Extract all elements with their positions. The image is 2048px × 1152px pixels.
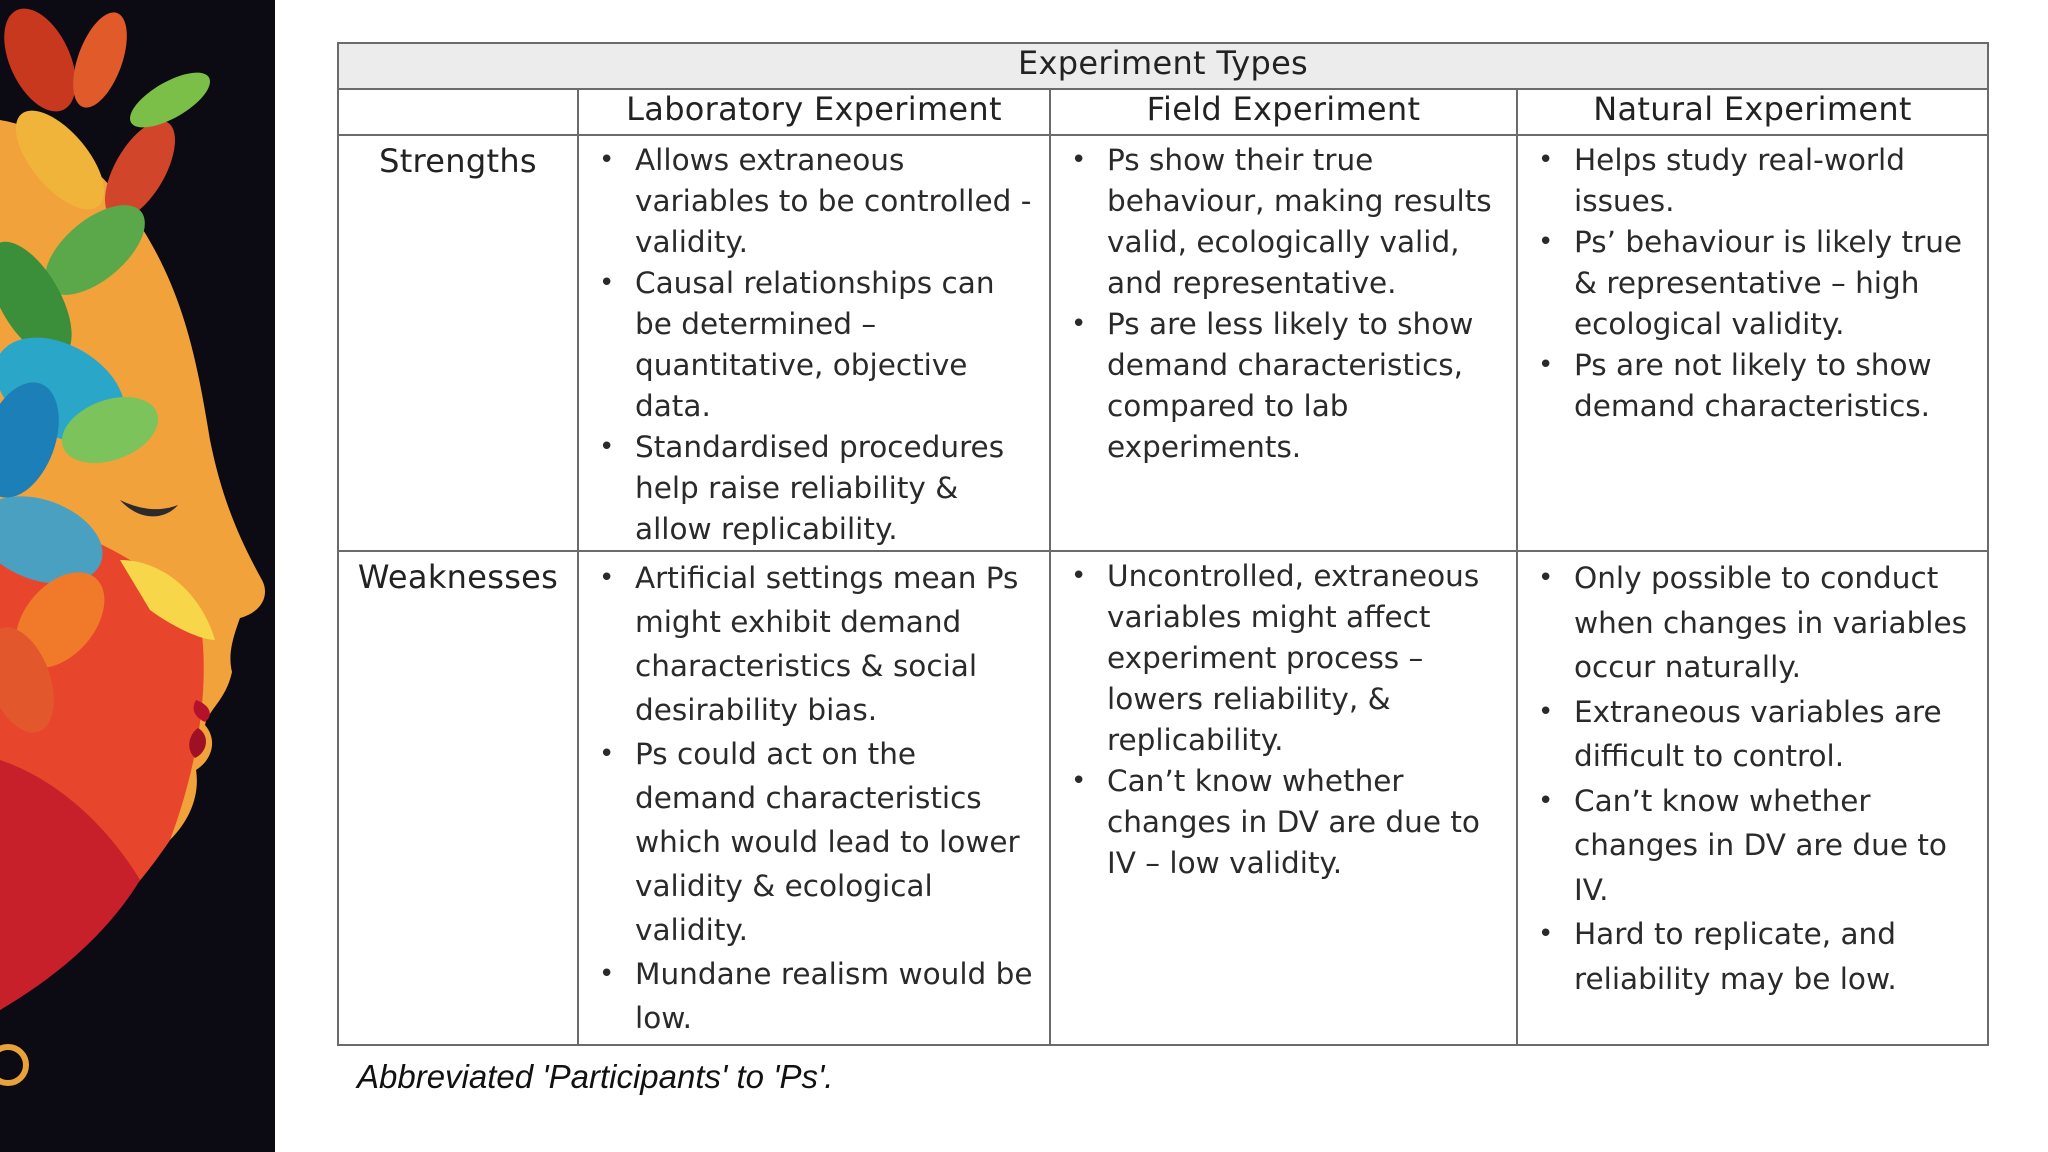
list-item: • Only possible to conduct when changes in variables occur naturally.	[1518, 556, 1977, 690]
bullet-icon: •	[599, 432, 615, 462]
bullet-icon: •	[599, 959, 615, 989]
bullet-icon: •	[1071, 766, 1087, 796]
bullet-icon: •	[1538, 145, 1554, 175]
cell-lab-weaknesses	[578, 551, 1050, 1045]
list-item: • Hard to replicate, and reliability may be low.	[1518, 912, 1977, 1001]
list-item: • Ps are not likely to show demand characteristics.	[1518, 345, 1977, 427]
list-item: • Ps are less likely to show demand characteristics, compared to lab experiments.	[1051, 304, 1506, 468]
bullet-icon: •	[599, 145, 615, 175]
footnote: Abbreviated 'Participants' to 'Ps'.	[357, 1058, 834, 1095]
list-item: • Standardised procedures help raise reliability & allow replicability.	[579, 427, 1039, 550]
row-label-strengths: Strengths	[338, 135, 578, 551]
bullet-icon: •	[599, 563, 615, 593]
experiment-types-table	[337, 42, 1989, 1046]
row-label-weaknesses: Weaknesses	[338, 551, 578, 1045]
bullet-icon: •	[1538, 696, 1554, 727]
bullet-icon: •	[1071, 561, 1087, 591]
bullet-icon: •	[1538, 919, 1554, 949]
list-item: • Artificial settings mean Ps might exhibit demand characteristics & social desirability bias.	[579, 556, 1039, 732]
list-item: • Ps show their true behaviour, making results valid, ecologically valid, and representative.	[1051, 140, 1506, 304]
list-item: • Ps could act on the demand characteristics which would lead to lower validity & ecological validity.	[579, 732, 1039, 952]
column-header-laboratory: Laboratory Experiment	[578, 89, 1050, 135]
bullet-icon: •	[1071, 145, 1087, 175]
cell-field-weaknesses	[1050, 551, 1517, 1045]
cell-field-strengths	[1050, 135, 1517, 551]
table-title: Experiment Types	[338, 43, 1988, 89]
list-item: • Uncontrolled, extraneous variables might affect experiment process – lowers reliability, & replicability.	[1051, 556, 1506, 761]
bullet-icon: •	[1071, 309, 1087, 339]
list-item: • Helps study real-world issues.	[1518, 140, 1977, 222]
column-header-field: Field Experiment	[1050, 89, 1517, 135]
column-header-natural: Natural Experiment	[1517, 89, 1988, 135]
cell-natural-weaknesses	[1517, 551, 1988, 1045]
list-item: • Extraneous variables are difficult to control.	[1518, 690, 1977, 779]
cell-natural-strengths	[1517, 135, 1988, 551]
bullet-icon: •	[1538, 227, 1554, 257]
corner-cell	[338, 89, 578, 135]
list-item: • Can’t know whether changes in DV are due to IV – low validity.	[1051, 761, 1506, 884]
list-item: • Causal relationships can be determined – quantitative, objective data.	[579, 263, 1039, 427]
bullet-icon: •	[1538, 563, 1554, 593]
list-item: • Allows extraneous variables to be controlled - validity.	[579, 140, 1039, 263]
cell-lab-strengths	[578, 135, 1050, 551]
list-item: • Can’t know whether changes in DV are due to IV.	[1518, 779, 1977, 913]
bullet-icon: •	[599, 739, 615, 769]
list-item: • Mundane realism would be low.	[579, 952, 1039, 1040]
bullet-icon: •	[1538, 350, 1554, 380]
decorative-face-artwork	[0, 0, 275, 1152]
bullet-icon: •	[1538, 785, 1554, 816]
table-row-weaknesses	[338, 551, 1988, 1045]
experiment-types-table-container	[337, 42, 1987, 1046]
list-item: • Ps’ behaviour is likely true & representative – high ecological validity.	[1518, 222, 1977, 345]
bullet-icon: •	[599, 268, 615, 298]
table-row-strengths	[338, 135, 1988, 551]
